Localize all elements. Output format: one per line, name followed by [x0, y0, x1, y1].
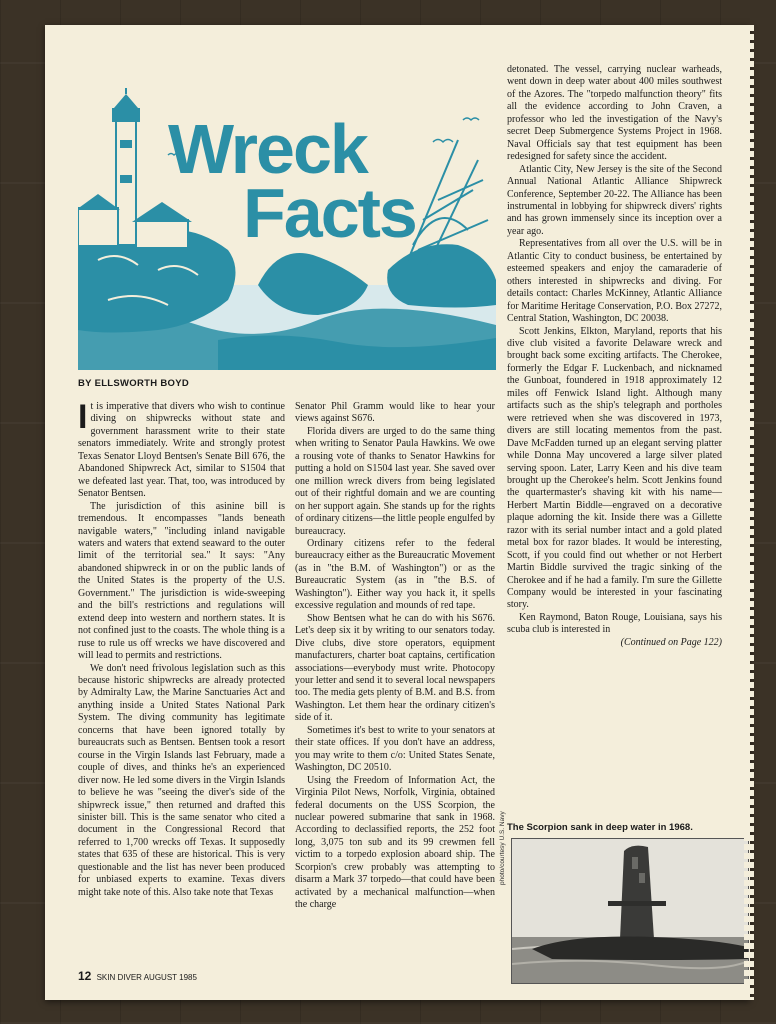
paragraph: Representatives from all over the U.S. will be in Atlantic City to conduct business, be entertained by esteemed speakers and enjoy the camaraderie of others interested in shipwrecks and diving. For details contact: Charles McKinney, Atlantic Alliance for Maritime Heritage Conservation, P.O. Box 27272, Central Station, Washington, DC 20038. — [507, 238, 722, 325]
paragraph-text: t is imperative that divers who wish to continue diving on shipwrecks without state and government harassment write to their state senators immediately. Write and strongly protest Texas Senator Lloyd Bentsen's Senate Bill 676, the Abandoned Shipwreck Act, similar to S1504 that we defeated last year. That, too, was introduced by Senator Bentsen. — [78, 401, 285, 500]
page-footer — [78, 969, 197, 983]
paragraph: Ken Raymond, Baton Rouge, Louisiana, says his scuba club is interested in — [507, 611, 722, 636]
drop-cap: I — [78, 398, 88, 436]
paragraph: Ordinary citizens refer to the federal bureaucracy either as the Bureaucratic Movement (as in "the B.M. of Washington") or as the Bureaucratic System (as in "the B.S. of Washington"). Either way you hack it, it spells excessive regulation and mounds of red tape. — [295, 537, 495, 612]
title-line-2: Facts — [243, 174, 416, 252]
submarine-image — [512, 839, 748, 983]
publication-name: SKIN DIVER AUGUST 1985 — [96, 973, 197, 982]
photo-credit: photo/courtesy U.S. Navy — [499, 811, 506, 885]
paragraph: Show Bentsen what he can do with his S676. Let's deep six it by writing to our senators today. Dive clubs, dive store operators, equipment manufacturers, charter boat captains, certification associations—everybody must write. Photocopy your letter and send it to several local newspapers too. The media gets plenty of B.M. and B.S. from Washington. Let them hear the ordinary citizen's side of it. — [295, 612, 495, 724]
column-3 — [507, 64, 722, 649]
column-1 — [78, 398, 285, 899]
paragraph: Sometimes it's best to write to your senators at their state offices. If you don't have an address, you may write to them c/o: United States Senate, Washington, DC 20510. — [295, 724, 495, 774]
paragraph: Senator Phil Gramm would like to hear your views against S676. — [295, 401, 495, 425]
title-line-1: Wreck — [168, 110, 367, 188]
paragraph: Florida divers are urged to do the same thing when writing to Senator Paula Hawkins. We owe a rousing vote of thanks to Senator Hawkins for putting a hold on S1504 last year. She saved over one million wreck divers from being legislated out of their rightful domain and we are counting on her support again. She stands up for the rights of ordinary citizens—the little people engulfed by bureaucracy. — [295, 425, 495, 537]
paragraph — [78, 398, 285, 501]
paragraph: Scott Jenkins, Elkton, Maryland, reports that his dive club visited a favorite Delaware wreck and brought back some exciting artifacts. The Cherokee, formerly the Edgar F. Luckenbach, and nicknamed the Gunboat, foundered in 1918 approximately 12 miles off Fenwick Island light. Although many artifacts such as the ship's telegraph and portholes were retrieved when she was discovered in 1973, divers are still locating mementos from the past. Dave McFadden turned up an elegant serving platter while Donna May uncovered a large silver plated serving spoon. Later, Larry Keen and his dive team brought up the Cherokee's helm. Scott Jenkins found the quartermaster's shaving kit with his name—Herbert Martin Biddle—engraved on a decorative plaque adorning the kit. Inside there was a Gillette razor with its serial number intact and a gold plated metal box for razor blades. It would be interesting, Scott, if you could find out whether or not Herbert Martin Biddle survived the tragic sinking of the Cherokee and if he had a family. I'm sure the Gillette Company would be interested in your fascinating story. — [507, 325, 722, 611]
submarine-photo — [511, 838, 749, 984]
column-2 — [295, 401, 495, 912]
paragraph: The jurisdiction of this asinine bill is tremendous. It encompasses "lands beneath navigable waters," "including inland navigable waters and waters that extend seaward to the outer limit of the territorial sea." It says: "Any abandoned shipwreck in or on the public lands of the United States is the property of the U.S. Government." The jurisdiction is wide-sweeping and the bill's restrictions and regulations will extend deep into western and northern states. It is not confined just to the coasts. The whole thing is a ruse to rule us off wrecks we have discovered and will lead to permits and restrictions. — [78, 500, 285, 662]
magazine-page — [45, 25, 750, 1000]
paragraph: We don't need frivolous legislation such as this because historic shipwrecks are already protected by Admiralty Law, the Marine Sanctuaries Act and anything inside a United States National Park System. The diving community has legitimate concerns that have been ignored totally by bureaucrats such as Bentsen. Bentsen took a resort course in the Virgin Islands last February, made a couple of dives, and thinks he's an experienced diver now. He led some divers in the Virgin Islands to believe he was "seeing the diver's side of the shipwreck issue," then returned and drafted this sinister bill. This is the same senator who cited a document in the Congressional Record that referred to 1,700 wrecks off Texas. It supposedly states that 635 of these are historical. This is very questionable and the list has never been produced for unbiased experts to examine. Texas divers might take note of this. Also take note that Texas — [78, 662, 285, 898]
page-number: 12 — [78, 969, 92, 983]
paragraph: Using the Freedom of Information Act, the Virginia Pilot News, Norfolk, Virginia, obtained federal documents on the USS Scorpion, the nuclear powered submarine that sank in 1968. According to declassified reports, the 252 foot long, 3,075 ton sub and its 99 crewmen fell victim to a torpedo explosion aboard ship. The Scorpion's crew probably was attempting to disarm a Mark 37 torpedo—that could have been activated by a mechanical malfunction—when the charge — [295, 774, 495, 911]
paragraph: Atlantic City, New Jersey is the site of the Second Annual National Atlantic Alliance Shipwreck Conference, September 20-22. The Alliance has been instrumental in lobbying for shipwreck divers' rights and has grown immensely since its inception over a year ago. — [507, 163, 722, 237]
byline: BY ELLSWORTH BOYD — [78, 378, 190, 389]
paragraph: detonated. The vessel, carrying nuclear warheads, went down in deep water about 400 miles southwest of the Azores. The "torpedo malfunction theory" fits all the evidence according to John Craven, a professor who led the investigation of the Navy's secret Deep Submergence Systems Project in 1968. Naval Officials say that test equipment has been redesigned for safety since the accident. — [507, 64, 722, 163]
continued-note: (Continued on Page 122) — [620, 636, 722, 648]
hero-illustration — [78, 70, 496, 370]
photo-caption: The Scorpion sank in deep water in 1968. — [507, 822, 693, 833]
